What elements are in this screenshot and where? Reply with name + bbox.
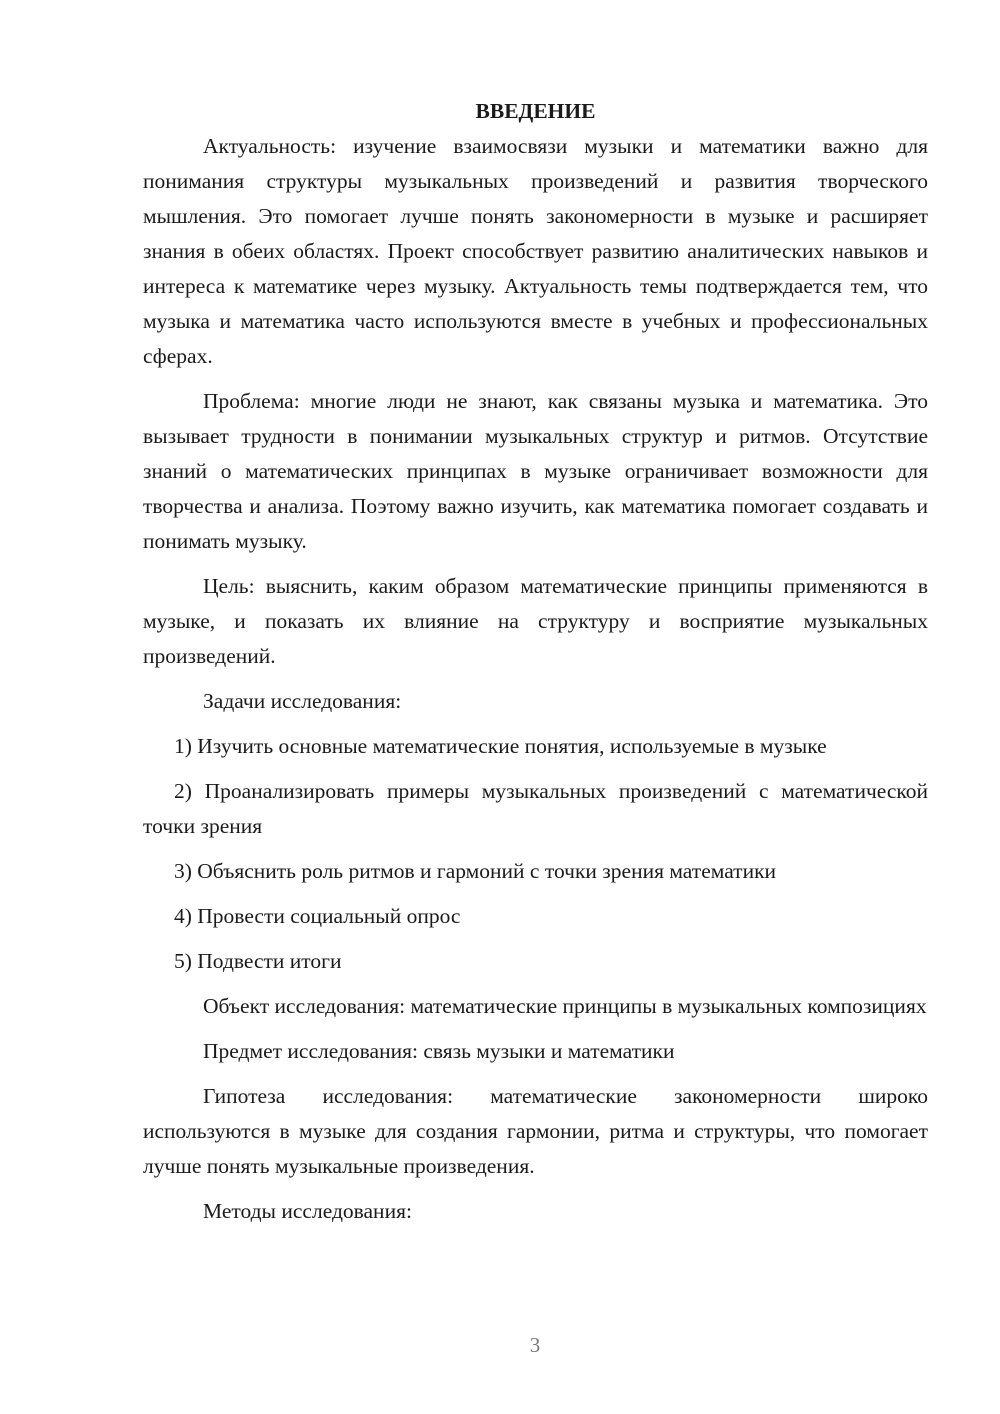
task-item-3: 3) Объяснить роль ритмов и гармоний с точки зрения математики: [174, 859, 777, 883]
task-item-1: 1) Изучить основные математические понятия, используемые в музыке: [174, 734, 827, 758]
page-content: [143, 94, 928, 1229]
page-number: 3: [529, 1333, 541, 1357]
task-item-5: 5) Подвести итоги: [174, 949, 342, 973]
task-item-4: 4) Провести социальный опрос: [174, 904, 461, 928]
task-item-2: 2) Проанализировать примеры музыкальных произведений с математической точки зрения: [143, 779, 928, 838]
section-heading: ВВЕДЕНИЕ: [475, 99, 596, 123]
relevance-paragraph: Актуальность: изучение взаимосвязи музыки и математики важно для понимания структуры музыкальных произведений и развития творческого мышления. Это помогает лучше понять закономерности в музыке и расширяет знания в обеих областях. Проект способствует развитию аналитических навыков и интереса к математике через музыку. Актуальность темы подтверждается тем, что музыка и математика часто используются вместе в учебных и профессиональных сферах.: [143, 134, 928, 368]
hypothesis-paragraph: Гипотеза исследования: математические закономерности широко используются в музыке для создания гармонии, ритма и структуры, что помогает лучше понять музыкальные произведения.: [143, 1084, 928, 1178]
problem-paragraph: Проблема: многие люди не знают, как связаны музыка и математика. Это вызывает трудности в понимании музыкальных структур и ритмов. Отсутствие знаний о математических принципах в музыке ограничивает возможности для творчества и анализа. Поэтому важно изучить, как математика помогает создавать и понимать музыку.: [143, 389, 928, 553]
object-paragraph: Объект исследования: математические принципы в музыкальных композициях: [203, 994, 927, 1018]
subject-paragraph: Предмет исследования: связь музыки и математики: [203, 1039, 675, 1063]
tasks-heading: Задачи исследования:: [203, 689, 402, 713]
goal-paragraph: Цель: выяснить, каким образом математические принципы применяются в музыке, и показать их влияние на структуру и восприятие музыкальных произведений.: [143, 574, 928, 668]
methods-heading: Методы исследования:: [203, 1199, 412, 1223]
